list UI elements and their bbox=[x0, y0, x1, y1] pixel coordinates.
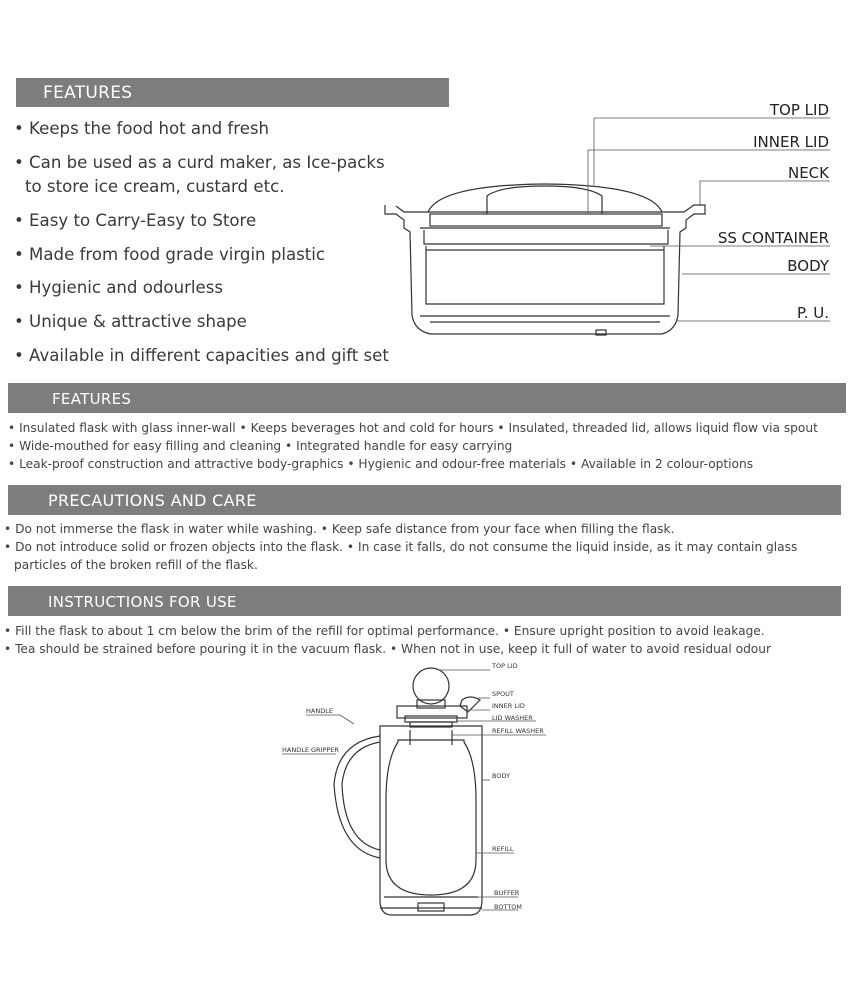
label-ss-container: SS CONTAINER bbox=[717, 229, 829, 247]
features-section-title: FEATURES bbox=[43, 83, 133, 103]
flask-feature-line: • Leak-proof construction and attractive body-graphics • Hygienic and odour-free materials • Available in 2 colour-options bbox=[8, 457, 754, 471]
feature-item: • Easy to Carry-Easy to Store bbox=[14, 211, 257, 230]
flask-feature-line: • Insulated flask with glass inner-wall • Keeps beverages hot and cold for hours • Insulated, threaded lid, allows liquid flow via spout bbox=[8, 421, 818, 435]
flask-feature-line: • Wide-mouthed for easy filling and cleaning • Integrated handle for easy carrying bbox=[8, 439, 513, 453]
label-handle-gripper: HANDLE GRIPPER bbox=[282, 746, 339, 754]
label-lid-washer: LID WASHER bbox=[492, 714, 533, 722]
label-neck: NECK bbox=[787, 164, 829, 182]
precaution-line: • Do not immerse the flask in water while washing. • Keep safe distance from your face when filling the flask. bbox=[4, 522, 675, 536]
label-handle: HANDLE bbox=[306, 707, 333, 715]
feature-item: • Available in different capacities and gift set bbox=[14, 346, 389, 365]
feature-item: to store ice cream, custard etc. bbox=[25, 177, 285, 196]
flask-features-title: FEATURES bbox=[52, 390, 132, 408]
instruction-line: • Fill the flask to about 1 cm below the brim of the refill for optimal performance. • Ensure upright position to avoid leakage. bbox=[4, 624, 765, 638]
feature-item: • Made from food grade virgin plastic bbox=[14, 245, 326, 264]
label-body: BODY bbox=[787, 257, 829, 275]
feature-item: • Can be used as a curd maker, as Ice-packs bbox=[14, 153, 385, 172]
label-refill-washer: REFILL WASHER bbox=[492, 727, 544, 735]
label-top-lid: TOP LID bbox=[769, 101, 829, 119]
feature-item: • Hygienic and odourless bbox=[14, 278, 224, 297]
feature-item: • Unique & attractive shape bbox=[14, 312, 247, 331]
instructions-title: INSTRUCTIONS FOR USE bbox=[48, 593, 237, 611]
label-refill: REFILL bbox=[492, 845, 514, 853]
label-top-lid: TOP LID bbox=[492, 662, 518, 670]
label-pu: P. U. bbox=[797, 304, 829, 322]
label-body: BODY bbox=[492, 772, 511, 780]
precaution-line: particles of the broken refill of the flask. bbox=[14, 558, 258, 572]
precaution-line: • Do not introduce solid or frozen objects into the flask. • In case it falls, do not consume the liquid inside, as it may contain glass bbox=[4, 540, 798, 554]
label-spout: SPOUT bbox=[492, 690, 514, 698]
instruction-line: • Tea should be strained before pouring it in the vacuum flask. • When not in use, keep it full of water to avoid residual odour bbox=[4, 642, 771, 656]
precautions-title: PRECAUTIONS AND CARE bbox=[48, 491, 257, 510]
label-inner-lid: INNER LID bbox=[492, 702, 525, 710]
label-buffer: BUFFER bbox=[494, 889, 520, 897]
label-bottom: BOTTOM bbox=[494, 903, 523, 911]
feature-item: • Keeps the food hot and fresh bbox=[14, 119, 270, 138]
label-inner-lid: INNER LID bbox=[753, 133, 829, 151]
